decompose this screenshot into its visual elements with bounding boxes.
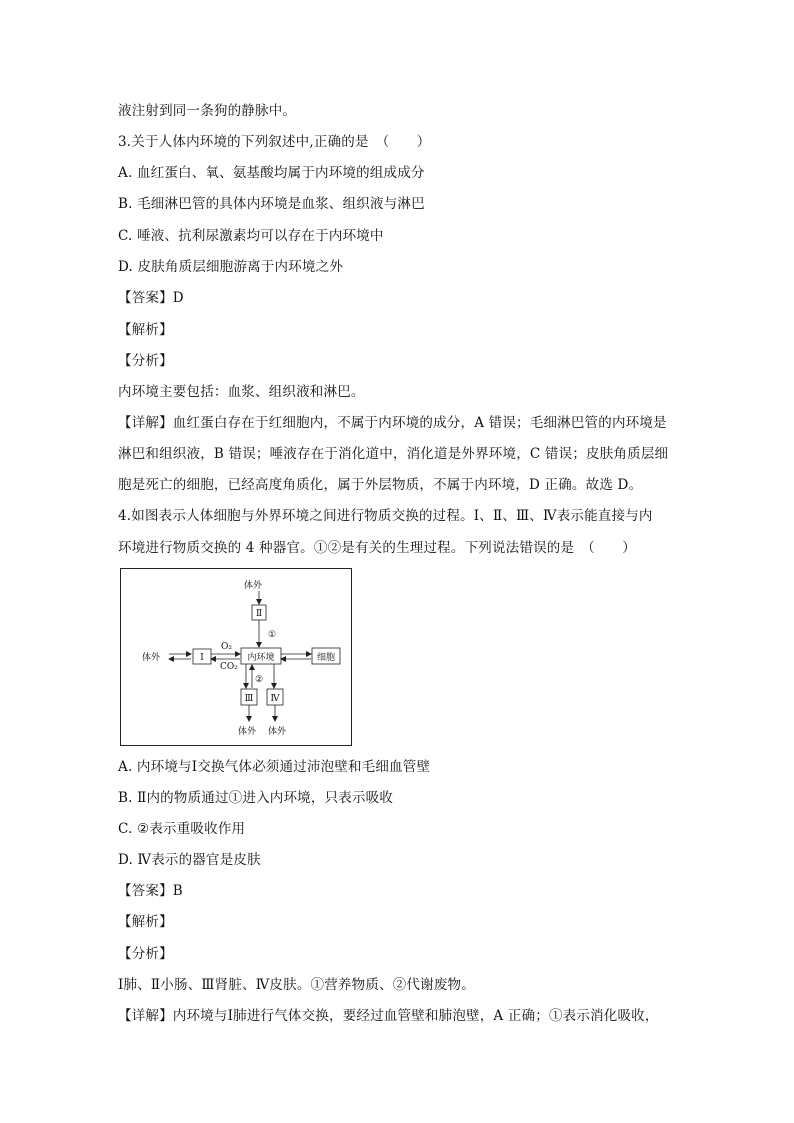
question-3-fenxi-heading: 【分析】 xyxy=(118,353,173,369)
bottom-right-outside-label: 体外 xyxy=(267,727,287,737)
question-3-option-c: C. 唾液、抗利尿激素均可以存在于内环境中 xyxy=(118,228,384,244)
process-1-label: ① xyxy=(268,630,277,640)
question-4-stem-line: 4.如图表示人体细胞与外界环境之间进行物质交换的过程。Ⅰ、Ⅱ、Ⅲ、Ⅳ表示能直接与内 xyxy=(118,508,653,524)
question-3-answer: 【答案】D xyxy=(118,290,184,306)
organ-ii-label: Ⅱ xyxy=(255,609,263,619)
question-3-detail-line: 淋巴和组织液，B 错误；唾液存在于消化道中，消化道是外界环境，C 错误；皮肤角质层细 xyxy=(118,446,669,462)
question-4-option-a: A. 内环境与Ⅰ交换气体必须通过沛泡壁和毛细血管壁 xyxy=(118,759,431,775)
exchange-diagram-svg xyxy=(121,569,353,747)
question-4-analysis-heading: 【解析】 xyxy=(118,914,173,930)
internal-environment-label: 内环境 xyxy=(247,653,275,663)
cell-label: 细胞 xyxy=(316,653,336,663)
top-outside-label: 体外 xyxy=(243,581,263,591)
process-2-label: ② xyxy=(255,675,264,685)
question-3-detail-line: 胞是死亡的细胞，已经高度角质化，属于外层物质，不属于内环境，D 正确。故选 D。 xyxy=(118,477,643,493)
question-4-fenxi-heading: 【分析】 xyxy=(118,946,173,962)
exchange-diagram xyxy=(120,568,352,746)
question-4-answer: 【答案】B xyxy=(118,883,183,899)
question-4-option-b: B. Ⅱ内的物质通过①进入内环境，只表示吸收 xyxy=(118,790,394,806)
text-line: 液注射到同一条狗的静脉中。 xyxy=(118,103,297,119)
organ-iii-label: Ⅲ xyxy=(244,694,254,704)
question-3-analysis-heading: 【解析】 xyxy=(118,322,173,338)
question-4-stem-line: 环境进行物质交换的 4 种器官。①②是有关的生理过程。下列说法错误的是 （ ） xyxy=(118,540,636,556)
bottom-left-outside-label: 体外 xyxy=(237,727,257,737)
organ-iv-label: Ⅳ xyxy=(270,694,280,704)
question-4-option-c: C. ②表示重吸收作用 xyxy=(118,821,246,837)
question-4-fenxi-text: Ⅰ肺、Ⅱ小肠、Ⅲ肾脏、Ⅳ皮肤。①营养物质、②代谢废物。 xyxy=(118,977,475,993)
question-3-stem: 3.关于人体内环境的下列叙述中,正确的是 （ ） xyxy=(118,134,431,150)
question-3-option-d: D. 皮肤角质层细胞游离于内环境之外 xyxy=(118,259,344,275)
co2-label: CO₂ xyxy=(220,662,238,672)
o2-label: O₂ xyxy=(221,642,232,652)
question-4-detail-line: 【详解】内环境与Ⅰ肺进行气体交换，要经过血管壁和肺泡壁，A 正确；①表示消化吸收， xyxy=(118,1008,659,1024)
question-3-option-a: A. 血红蛋白、氧、氨基酸均属于内环境的组成成分 xyxy=(118,165,425,181)
question-3-fenxi-text: 内环境主要包括：血浆、组织液和淋巴。 xyxy=(118,384,365,400)
question-3-detail-line: 【详解】血红蛋白存在于红细胞内，不属于内环境的成分，A 错误；毛细淋巴管的内环境是 xyxy=(118,415,667,431)
organ-i-label: Ⅰ xyxy=(200,653,204,663)
question-4-option-d: D. Ⅳ表示的器官是皮肤 xyxy=(118,852,261,868)
left-outside-label: 体外 xyxy=(141,653,161,663)
question-3-option-b: B. 毛细淋巴管的具体内环境是血浆、组织液与淋巴 xyxy=(118,196,425,212)
